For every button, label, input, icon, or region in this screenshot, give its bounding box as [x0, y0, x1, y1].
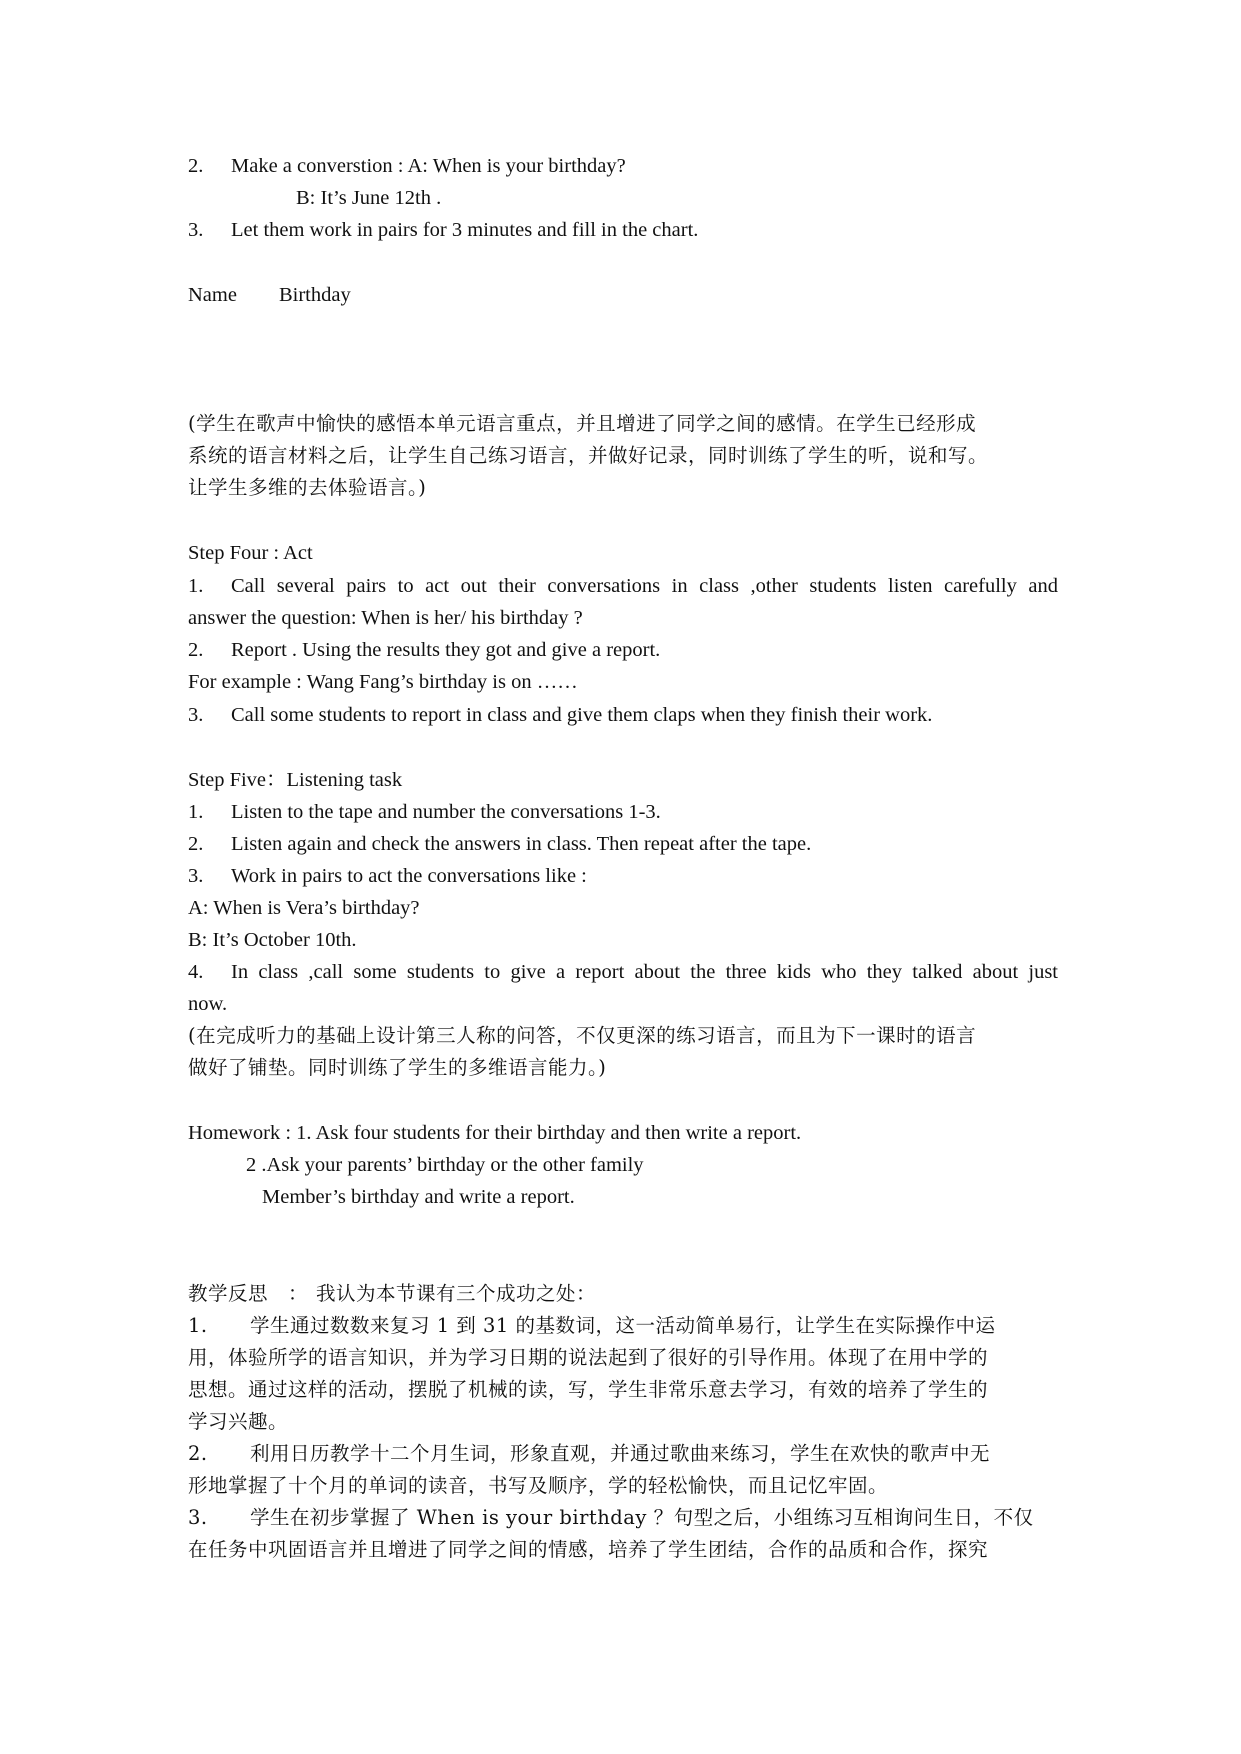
item-text: Let them work in pairs for 3 minutes and fill in the chart. — [231, 219, 699, 241]
reflection-title: 教学反思 — [188, 1282, 269, 1305]
item-number: 4. — [188, 961, 204, 983]
item-text: Work in pairs to act the conversations like : — [231, 865, 587, 887]
step4-item-3 — [188, 701, 932, 729]
step5-item-1 — [188, 798, 661, 826]
item-text: Listen to the tape and number the conversations 1-3. — [231, 801, 661, 823]
step4-item-2 — [188, 636, 660, 664]
item-number: 1. — [188, 575, 204, 597]
reflection-line: 形地掌握了十个月的单词的读音，书写及顺序，学的轻松愉快，而且记忆牢固。 — [188, 1474, 889, 1497]
reflection-line: 思想。通过这样的活动，摆脱了机械的读，写，学生非常乐意去学习，有效的培养了学生的 — [188, 1378, 989, 1401]
item-number: 2. — [188, 1442, 208, 1465]
step-five-heading: Step Five：Listening task — [188, 769, 403, 791]
dialogue-a-line: A: When is Vera’s birthday? — [188, 897, 420, 919]
reflection-line: 用，体验所学的语言知识，并为学习日期的说法起到了很好的引导作用。体现了在用中学的 — [188, 1346, 989, 1369]
reflection-heading — [188, 1280, 596, 1308]
item-text: 学生通过数数来复习 1 到 31 的基数词，这一活动简单易行，让学生在实际操作中运 — [250, 1314, 996, 1337]
item-number: 2. — [188, 833, 204, 855]
step5-item-4-continued: now. — [188, 993, 228, 1015]
chart-header — [188, 281, 351, 309]
item-number: 3. — [188, 219, 204, 241]
dialogue-b-line: B: It’s October 10th. — [188, 929, 357, 951]
homework-line: Homework : 1. Ask four students for their birthday and then write a report. — [188, 1122, 802, 1144]
reflection-point-1 — [188, 1312, 996, 1340]
step5-item-4 — [188, 958, 1058, 986]
item-text: In class ,call some students to give a report about the three kids who they talked about just — [231, 961, 1058, 983]
step-four-heading: Step Four : Act — [188, 542, 313, 564]
item-text: Call some students to report in class and give them claps when they finish their work. — [231, 704, 933, 726]
item-text: Make a converstion : A: When is your birthday? — [231, 155, 626, 177]
reflection-point-3 — [188, 1504, 1034, 1532]
reflection-colon: ： — [288, 1282, 309, 1305]
note-line: (在完成听力的基础上设计第三人称的问答，不仅更深的练习语言，而且为下一课时的语言 — [188, 1024, 977, 1047]
item-text: Report . Using the results they got and give a report. — [231, 639, 661, 661]
note-line: 做好了铺垫。同时训练了学生的多维语言能力。) — [188, 1056, 607, 1079]
reflection-line: 学习兴趣。 — [188, 1410, 289, 1433]
chart-column-birthday: Birthday — [278, 284, 351, 306]
example-line: For example : Wang Fang’s birthday is on …… — [188, 671, 578, 693]
note-line: (学生在歌声中愉快的感悟本单元语言重点，并且增进了同学之间的感情。在学生已经形成 — [188, 412, 977, 435]
note-line: 系统的语言材料之后，让学生自己练习语言，并做好记录，同时训练了学生的听，说和写。 — [188, 444, 989, 467]
reflection-line: 在任务中巩固语言并且增进了同学之间的情感，培养了学生团结，合作的品质和合作，探究 — [188, 1538, 989, 1561]
step3-item-3 — [188, 216, 698, 244]
chart-column-name: Name — [188, 284, 237, 306]
item-text: Call several pairs to act out their conversations in class ,other students listen carefully and — [231, 575, 1058, 597]
item-text: Listen again and check the answers in class. Then repeat after the tape. — [231, 833, 812, 855]
homework-line: Member’s birthday and write a report. — [262, 1186, 575, 1208]
homework-line: 2 .Ask your parents’ birthday or the other family — [246, 1154, 644, 1176]
reflection-intro: 我认为本节课有三个成功之处： — [316, 1282, 597, 1305]
step5-item-3 — [188, 862, 587, 890]
dialogue-b-line: B: It’s June 12th . — [296, 187, 442, 209]
item-number: 1. — [188, 1314, 208, 1337]
item-number: 1. — [188, 801, 204, 823]
item-text: 学生在初步掌握了 When is your birthday ？句型之后，小组练习互相询问生日，不仅 — [250, 1506, 1034, 1529]
step4-item-1 — [188, 572, 1058, 600]
step5-item-2 — [188, 830, 811, 858]
item-number: 2. — [188, 639, 204, 661]
step3-item-2 — [188, 152, 626, 180]
item-number: 2. — [188, 155, 204, 177]
note-line: 让学生多维的去体验语言。) — [188, 476, 427, 499]
item-text: 利用日历教学十二个月生词，形象直观，并通过歌曲来练习，学生在欢快的歌声中无 — [250, 1442, 991, 1465]
item-number: 3. — [188, 865, 204, 887]
item-number: 3. — [188, 1506, 208, 1529]
step4-item-1-continued: answer the question: When is her/ his birthday ? — [188, 607, 583, 629]
item-number: 3. — [188, 704, 204, 726]
reflection-point-2 — [188, 1440, 990, 1468]
